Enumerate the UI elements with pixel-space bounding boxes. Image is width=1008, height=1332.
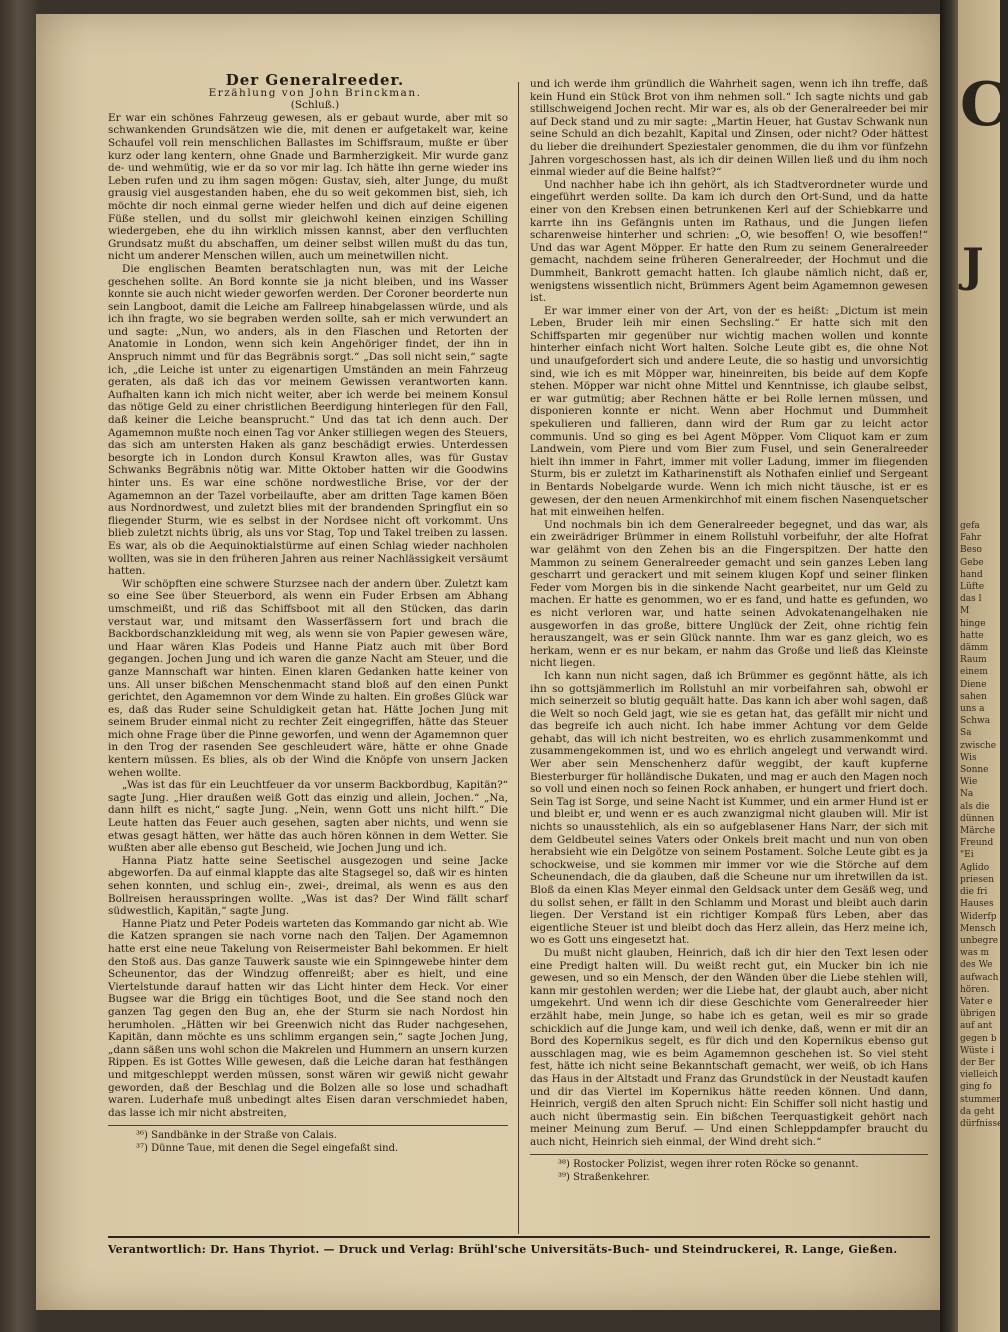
- paragraph: Ich kann nun nicht sagen, daß ich Brümmer es gegönnt hätte, als ich ihn so gottsjämmerlich im Rollstuhl an mir vorbeifahren sah, obwohl er mich seinerzeit so blutig gequält hatte. Das kann ich aber wohl sagen, daß die Welt so noch Geld jagt, wie sie es getan hat, das gefällt mir nicht und das begreife ich auch nicht. Ich habe immer Achtung vor dem Gelde gehabt, das will ich nicht bestreiten, wo es ehrlich zusammenkommt und zusammengekommen ist, und wo es ehrlich angelegt und verwandt wird. Wer aber sein Menschenherz dafür weggibt, der kauft kupferne Biesterburger für holländische Dukaten, und mag er auch den Magen noch so voll und einen noch so feinen Rock anhaben, er hungert und friert doch. Sein Tag ist Sorge, und seine Nacht ist Kummer, und ein armer Hund ist er und bleibt er, und wenn er es auch zwanzigmal nicht glauben will. Mir ist nichts so unausstehlich, als ein so aufgeblasener Hans Narr, der sich mit dem Geldbeutel seines Vaters oder Onkels breit macht und nun von oben herabsieht wie ein Delgötze von seinem Postament. Solche Leute gibt es ja schockweise, und sie kommen mir immer vor wie die Störche auf dem Scheunendach, die da glauben, daß die Scheune nur um ihretwillen da ist. Bloß da einen Klas Meyer einmal den Geldsack unter dem Gesäß weg, und du sollst sehen, er fällt in den Schlamm und Morast und bleibt auch darin liegen. Der Verstand ist ein richtiger Kompaß fürs Leben, aber das eigentliche Steuer ist und bleibt doch das Herz allein, das Herz meine ich, wo es Gott uns eingesetzt hat.: [530, 669, 928, 947]
- paragraph: Wir schöpften eine schwere Sturzsee nach der andern über. Zuletzt kam so eine See über Steuerbord, als wenn ein Fuder Erbsen am Abhang umschmeißt, und riß das Schiffsboot mit all den Stücken, das darin verstaut war, und mitsamt den Wasserfässern fort und brach die Backbordschanzkleidung mit weg, als wenn sie von Papier gewesen wäre, und Haar wären Klas Podeis und Hanne Piatz auch mit über Bord gegangen. Jochen Jung und ich waren die ganze Nacht am Steuer, und die ganze Mannschaft war hinten. Einen klaren Gedanken hatte keiner von uns. All unser bißchen Menschenmacht stand bloß auf den einen Punkt gerichtet, den Agamemnon vor dem Winde zu halten. Ein großes Glück war es, daß das Ruder seine Schuldigkeit getan hat. Hätte Jochen Jung mit seinem Bruder einmal nicht zu rechter Zeit eingegriffen, hätte das Steuer mich ohne Frage über die Pinne geworfen, und wenn der Agamemnon quer in den Trog der rasenden See geschleudert wäre, hätte er ohne Gnade kentern müssen. Es blies, als ob der Wind die Knöpfe von unsern Jacken wehen wollte.: [108, 577, 508, 779]
- adjacent-page-initial: C: [960, 70, 1008, 140]
- paragraph: Und nochmals bin ich dem Generalreeder begegnet, und das war, als ein zweirädriger Brümmer in einem Rollstuhl vorbeifuhr, der alte Hofrat war gelähmt von den Zehen bis an die Fingerspitzen. Der hatte den Mammon zu seinem Generalreeder gemacht und sein ganzes Leben lang gescharrt und gerackert und mit seinem klugen Kopf und seiner flinken Feder vom Morgen bis in die sinkende Nacht gearbeitet, nur um Geld zu machen. Er hatte es genommen, wo er es fand, und hatte es gefunden, wo es nicht verloren war, und hatte seinen Advokatenangelhaken nie ausgeworfen in das große, bittere Unglück der Zeit, ohne richtig fein herauszangelt, was er sein Glück nannte. Ihm war es ganz gleich, wo es herkam, wenn er es nur bekam, er nahm das Große und ließ das Kleinste nicht liegen.: [530, 518, 928, 670]
- article-subtitle: (Schluß.): [290, 99, 340, 112]
- adjacent-page-fragment: hören.: [960, 984, 990, 995]
- footnote: ³⁸) Rostocker Polizist, wegen ihrer roten Röcke so genannt.: [558, 1159, 859, 1171]
- adjacent-page-fragment: Wüste i: [960, 1045, 994, 1056]
- adjacent-page-fragment: uns a: [960, 704, 985, 715]
- adjacent-page-fragment: Sonne: [960, 765, 989, 776]
- adjacent-page-fragment: dämm: [960, 643, 989, 654]
- adjacent-page-fragment: unbegre: [960, 935, 999, 946]
- footnote-divider: [530, 1154, 928, 1155]
- paragraph: Und nachher habe ich ihn gehört, als ich Stadtverordneter wurde und eingeführt werden sollte. Da kam ich durch den Ort-Sund, und da hatte einer von den Krebsen einen betrunkenen Kerl auf der Schiebkarre und karrte ihn ins Gefängnis unten im Rathaus, und die Jungen liefen scharenweise hinterher und schrien: „O, wie besoffen! O, wie besoffen!“ Und das war Agent Möpper. Er hatte den Rum zu seinem Generalreeder gemacht, nachdem seine früheren Generalreeder, der Hochmut und die Dummheit, Bankrott gemacht hatten. Ich glaube nämlich nicht, daß er, wenigstens wissentlich nicht, Brümmers Agent beim Agamemnon gewesen ist.: [530, 178, 928, 305]
- adjacent-page-fragment: Wie: [960, 777, 978, 788]
- adjacent-page-fragment: Mensch: [960, 923, 996, 934]
- adjacent-page-fragment: Fahr: [960, 533, 982, 544]
- adjacent-page-fragment: Vater e: [960, 996, 993, 1007]
- adjacent-page-fragment: aufwach: [960, 972, 999, 983]
- adjacent-page-fragment: Beso: [960, 545, 982, 556]
- right-column: [530, 78, 928, 1184]
- adjacent-page-fragment: übrigen: [960, 1009, 996, 1020]
- adjacent-page-fragment: Widerfp: [960, 911, 997, 922]
- adjacent-page-fragment: Raum: [960, 655, 987, 666]
- footnote: ³⁶) Sandbänke in der Straße von Calais.: [136, 1130, 337, 1142]
- paragraph: Die englischen Beamten beratschlagten nun, was mit der Leiche geschehen sollte. An Bord konnte sie ja nicht bleiben, und ins Wasser konnte sie auch nicht wieder geworfen werden. Der Coroner beorderte nun sein Langboot, damit die Leiche am Fallreep hinabgelassen würde, und als ich ihn fragte, wo sie begraben werden sollte, sah er mich verwundert an und sagte: „Nun, wo anders, als in den Flaschen und Retorten der Anatomie in London, wenn sich kein Angehöriger findet, der ihn in Anspruch nimmt und für das Begräbnis sorgt.“ „Das soll nicht sein,“ sagte ich, „die Leiche ist unter zu eigenartigen Umständen an mein Fahrzeug geraten, als daß ich das vor meinem Gewissen verantworten kann. Aufhalten kann ich mich nicht weiter, aber ich werde bei meinem Konsul das nötige Geld zu einer christlichen Beerdigung hinterlegen für den Fall, daß keiner die Leiche beansprucht.“ Und das tat ich denn auch. Der Agamemnon mußte noch einen Tag vor Anker stilliegen wegen des Steuers, das sich am untersten Haken als ganz beschädigt erwies. Unterdessen besorgte ich in London durch Konsul Krawton alles, was für Gustav Schwanks Begräbnis nötig war. Mitte Oktober hatten wir die Goodwins hinter uns. Es war eine schöne nordwestliche Brise, vor der der Agamemnon an der Tazel vorbeilaufte, aber am dritten Tage kamen Böen aus Nordnordwest, und zuletzt blies mit der brandenden Springflut ein so fliegender Sturm, wie es selbst in der Nordsee nicht oft vorkommt. Uns blieb zuletzt nichts übrig, als uns vor Stag, Top und Takel treiben zu lassen. Es war, als ob die Aequinoktialstürme auf einen Schlag wieder nachholen wollten, was sie in den früheren Jahren aus reiner Nachlässigkeit versäumt hatten.: [108, 262, 508, 578]
- adjacent-page-initial: J: [962, 238, 984, 292]
- adjacent-page-fragment: gefa: [960, 521, 980, 531]
- adjacent-page-fragment: Sa: [960, 728, 972, 739]
- adjacent-page-fragment: was m: [960, 948, 990, 959]
- adjacent-page-fragment: Hauses: [960, 899, 994, 910]
- footnote-divider: [108, 1125, 508, 1126]
- adjacent-page-fragment: Freund: [960, 838, 994, 849]
- footnote: ³⁹) Straßenkehrer.: [558, 1171, 650, 1183]
- adjacent-page-fragment: die fri: [960, 887, 988, 898]
- adjacent-page-fragment: als die: [960, 801, 990, 812]
- paragraph: und ich werde ihm gründlich die Wahrheit sagen, wenn ich ihn treffe, daß kein Hund ein Stück Brot von ihm nehmen soll.“ Ich sagte nichts und gab stillschweigend Jochen recht. Mir war es, als ob der Generalreeder bei mir auf Deck stand und zu mir sagte: „Martin Heuer, hat Gustav Schwank nun seine Schuld an dich bezahlt, Kapital und Zinsen, oder nicht? Oder hättest du lieber die dreihundert Speziestaler genommen, die du ihm vor fünfzehn Jahren vorgeschossen hast, als ich dir deinen Willen ließ und du ihm noch einmal wieder auf die Beine halfst?“: [530, 78, 928, 179]
- adjacent-page-fragment: Schwa: [960, 716, 991, 727]
- adjacent-page-fragment: Na: [960, 789, 974, 800]
- adjacent-page-fragment: stummen: [960, 1094, 1003, 1105]
- paragraph: Du mußt nicht glauben, Heinrich, daß ich dir hier den Text lesen oder eine Predigt halten will. Du weißt recht gut, ein Mucker bin ich nie gewesen, und so ein Mensch, der den Wänden über die Liebe stehlen will, kann mir gestohlen werden; wer die Liebe hat, der glaubt auch, aber nicht umgekehrt. Und wenn ich dir diese Geschichte vom Generalreeder hier erzählt habe, mein Junge, so habe ich es getan, weil es mir so grade schicklich auf die Junge kam, und weil ich denke, daß, wenn er mit dir an Bord des Kopernikus segelt, es für dich und den Kopernikus ebenso gut ausschlagen mag, wie es beim Agamemnon geschehen ist. So viel steht fest, hätte ich nicht seine Bekanntschaft gemacht, wer weiß, ob ich Hans das Haus in der Altstadt und Franz das Grundstück in der Neustadt kaufen und dir das Viertel im Kopernikus hätte reeden können. Und dann, Heinrich, vergiß den alten Spruch nicht: Ein Schiffer soll nicht hastig und auch nicht übermastig sein. Ein bißchen Teerquastigkeit gehört nach meiner Meinung zum Beruf. — Und einen Schleppdampfer braucht du auch nicht, Heinrich sieh einmal, der Wind dreht sich.“: [530, 946, 928, 1148]
- adjacent-page-fragment: Diene: [960, 679, 987, 690]
- adjacent-page-edge: [958, 0, 1008, 1332]
- adjacent-page-fragment: sahen: [960, 691, 987, 702]
- adjacent-page-fragment: das l: [960, 594, 982, 605]
- adjacent-page-fragment: Wis: [960, 752, 977, 763]
- adjacent-page-fragment: hinge: [960, 618, 986, 629]
- adjacent-page-fragment: Märche: [960, 826, 996, 837]
- adjacent-page-fragment: auf ant: [960, 1021, 993, 1032]
- adjacent-page-fragment: "Ei: [960, 850, 974, 861]
- adjacent-page-text-fragments: [960, 520, 1003, 1130]
- adjacent-page-fragment: der Ber: [960, 1057, 995, 1068]
- adjacent-page-fragment: dürfnisse: [960, 1118, 1003, 1129]
- adjacent-page-fragment: zwische: [960, 740, 997, 751]
- adjacent-page-fragment: hand: [960, 569, 983, 580]
- paragraph: Er war ein schönes Fahrzeug gewesen, als er gebaut wurde, aber mit so schwankenden Grundsätzen wie die, mit denen er aufgetakelt war, keine Schaufel voll rein menschlichen Ballastes im Schiffsraum, mußte er über kurz oder lang kentern, ohne Gnade und Barmherzigkeit. Mir wurde ganz de- und wehmütig, wie er da so vor mir lag. Ich hätte ihn gerne wieder ins Leben rufen und zu ihm sagen mögen: Gustav, sieh, alter Junge, du mußt grausig viel ausgestanden haben, ehe du so weit gekommen bist, sieh, ich möchte dir noch einmal gerne wieder helfen und dich auf deine eigenen Füße stellen, und du sollst mir gleichwohl keinen einzigen Schilling wiedergeben, ehe du ihn wirklich missen kannst, aber den verfluchten Grundsatz mußt du abschaffen, um deiner selbst willen mußt du das tun, nicht um anderer Menschen willen, auch um meinetwillen nicht.: [108, 111, 508, 263]
- book-gutter: [940, 0, 958, 1332]
- adjacent-page-fragment: Aglido: [960, 862, 990, 873]
- column-divider: [518, 82, 519, 1234]
- adjacent-page-fragment: M: [960, 606, 970, 617]
- adjacent-page-fragment: gegen b: [960, 1033, 997, 1044]
- paragraph: Er war immer einer von der Art, von der es heißt: „Dictum ist mein Leben, Bruder leih mir einen Sechsling.“ Er hatte sich mit den Schiffsparten mir gegenüber nur wichtig machen wollen und konnte hinterher einfach nicht Wort halten. Solche Leute gibt es, die ohne Not und unaufgefordert sich und andere Leute, die so hastig und unvorsichtig sind, wie ich es mit Möpper war, hineinreiten, bis beide auf dem Kopfe stehen. Möpper war nicht ohne Mittel und Kenntnisse, ich glaube selbst, er war gutmütig; aber Rechnen hätte er bei Rolle lernen müssen, und disponieren konnte er nicht. Wenn aber Hochmut und Dummheit spekulieren und fallieren, dann wird der Rum gar zu leicht actor communis. Und so ging es bei Agent Möpper. Vom Cliquot kam er zum Landwein, vom Piere und vom Bier zum Fusel, und sein Generalreeder hielt ihn immer in Fahrt, immer mit voller Ladung, immer im fliegenden Sturm, bis er zuletzt im Katharinenstift als Nothafen einlief und Sergeant in Bentards Nobelgarde wurde. Wenn ich mich nicht täusche, ist er es gewesen, der den neuen Armenkirchhof mit einem fischen Nasenquetscher hat mit einweihen helfen.: [530, 304, 928, 519]
- imprint-divider: [108, 1236, 930, 1238]
- adjacent-page-fragment: Gebe: [960, 557, 984, 568]
- paragraph: Hanne Piatz und Peter Podeis warteten das Kommando gar nicht ab. Wie die Katzen sprangen sie nach vorne nach den Taljen. Der Agamemnon hatte erst eine neue Takelung von Reisermeister Bahl bekommen. Er hielt den Stoß aus. Das ganze Tauwerk sauste wie ein Spinngewebe hinter dem Scheunentor, das der Windzug offenreißt; aber es hielt, und eine Viertelstunde darauf hatten wir das Licht hinter dem Heck. Vor einer Bugsee war die Brigg ein tüchtiges Boot, und die See stand noch den ganzen Tag gegen den Bug an, ehe der Sturm sie nach Nordost hin herumholen. „Hätten wir bei Greenwich nicht das Ruder nachgesehen, Kapitän, dann möchte es uns schlimm ergangen sein,“ sagte Jochen Jung, „dann säßen uns wohl schon die Makrelen und Hummern an unsern kurzen Rippen. Es ist Gottes Wille gewesen, daß die Leiche daran hat festhängen und mitgeschleppt werden müssen, sonst wären wir gewiß nicht gewahr geworden, daß der Beschlag und die Bolzen alle so lose und schadhaft waren. Luderhafe muß unbedingt altes Eisen daran verschmiedet haben, das lasse ich mir nicht abstreiten,: [108, 917, 508, 1119]
- paragraph: Hanna Piatz hatte seine Seetischel ausgezogen und seine Jacke abgeworfen. Da auf einmal klappte das alte Stagsegel so, daß wir es hinten sehen konnten, und schlug ein-, zwei-, dreimal, als wenn es aus den Bollreisen herausspringen wollte. „Was ist das? Der Wind fällt scharf südwestlich, Kapitän,“ sagte Jung.: [108, 854, 508, 918]
- adjacent-page-fragment: da geht: [960, 1106, 995, 1117]
- left-column: [108, 71, 508, 1155]
- adjacent-page-fragment: vielleich: [960, 1070, 999, 1081]
- adjacent-page-fragment: einem: [960, 667, 988, 678]
- adjacent-page-fragment: hatte: [960, 630, 984, 641]
- adjacent-page-fragment: des We: [960, 960, 993, 971]
- adjacent-page-fragment: dünnen: [960, 813, 995, 824]
- adjacent-page-fragment: ging fo: [960, 1082, 992, 1093]
- article-title: Der Generalreeder.: [225, 71, 405, 89]
- adjacent-page-fragment: Lüfte: [960, 582, 985, 593]
- article-byline: Erzählung von John Brinckman.: [208, 86, 422, 99]
- imprint-line: Verantwortlich: Dr. Hans Thyriot. — Druck und Verlag: Brühl'sche Universitäts-Buch- und Steindruckerei, R. Lange, Gießen.: [108, 1243, 898, 1256]
- footnote: ³⁷) Dünne Taue, mit denen die Segel eingefaßt sind.: [136, 1142, 399, 1154]
- adjacent-page-fragment: priesen: [960, 874, 995, 885]
- paragraph: „Was ist das für ein Leuchtfeuer da vor unserm Backbordbug, Kapitän?“ sagte Jung. „Hier draußen weiß Gott das einzig und allein, Jochen.“ „Na, dann hilft es nicht,“ sagte Jung. „Nein, wenn Gott uns nicht hilft.“ Die Leute hatten das Feuer auch gesehen, sagten aber nichts, und wenn sie etwas gesagt hätten, wer hätte das auch hören können in dem Wetter. Sie wußten aber alle ebenso gut Bescheid, wie Jochen Jung und ich.: [108, 779, 508, 855]
